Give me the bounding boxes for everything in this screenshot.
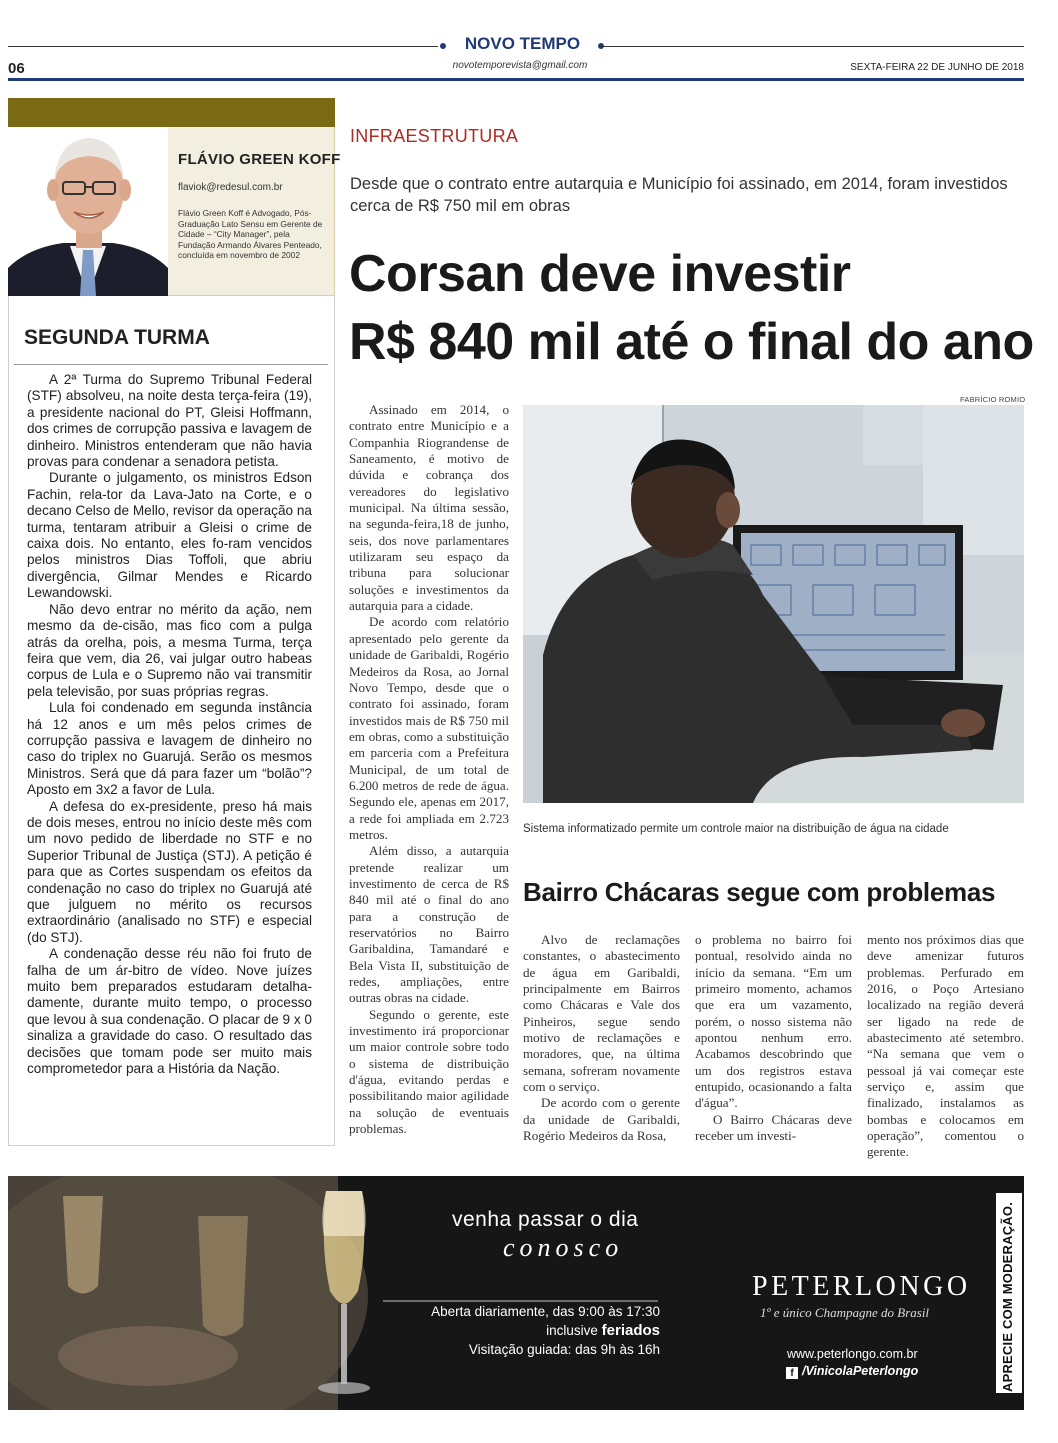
ad-hours-line-3: Visitação guiada: das 9h às 16h [468, 1342, 660, 1357]
ad-brand-logo: PETERLONGO [752, 1271, 971, 1302]
columnist-photo [8, 98, 168, 296]
header-rule-right [600, 46, 1024, 47]
columnist-bio: Flávio Green Koff é Advogado, Pós-Graduação Lato Sensu em Gerente de Cidade – “City Manager”, pela Fundação Armando Álvares Penteado, concluída em novembro de 2002 [178, 208, 323, 261]
article-paragraph: Segundo o gerente, este investimento irá proporcionar um maior controle sobre todo o sistema de distribuição d'água, evitando perdas e possibilitando maior agilidade na solução de eventuais problemas. [349, 1006, 509, 1137]
masthead: NOVO TEMPO [464, 34, 581, 53]
ad-hours-prefix: inclusive [546, 1323, 598, 1338]
article-photo [523, 405, 1024, 803]
header-double-rule [8, 78, 1024, 81]
sub-article-column-1 [523, 932, 680, 1144]
column-paragraph: Durante o julgamento, os ministros Edson Fachin, rela-tor da Lava-Jato na Corte, e o decano Celso de Mello, revisor da operação na turma, tentaram atribuir a Gleisi o crime de caixa dois. No entanto, eles fo-ram vencidos pelos ministros Dias Toffoli, que abriu divergência, Gilmar Mendes e Ricardo Lewandowski. [27, 470, 312, 601]
header-rule-left [8, 46, 438, 47]
ad-slogan-line-1: venha passar o dia [452, 1208, 639, 1231]
columnist-name: FLÁVIO GREEN KOFF [178, 151, 341, 168]
ad-facebook-handle: /VinicolaPeterlongo [802, 1364, 919, 1378]
ad-slogan-line-2: conosco [503, 1233, 624, 1262]
ad-hours [380, 1302, 660, 1359]
sub-article-column-2 [695, 932, 852, 1144]
column-paragraph: A defesa do ex-presidente, preso há mais de dois meses, entrou no início deste mês com um novo pedido de liberdade no STF e no Superior Tribunal de Justiça (STJ). A petição é para que as Cortes suspendam os efeitos da condenação no caso do triplex no Guarujá até que julguem no mérito os recursos extraordinário (analisado no STF) e especial (do STJ). [27, 798, 312, 945]
sub-article-title: Bairro Chácaras segue com problemas [523, 877, 996, 907]
photo-credit: FABRÍCIO ROMIO [960, 395, 1026, 404]
columnist-email[interactable]: flaviok@redesul.com.br [178, 182, 283, 193]
sub-article-paragraph: o problema no bairro foi pontual, resolvido ainda no início da semana. “Em um primeiro momento, achamos que era um vazamento, porém, o nosso sistema não apontou nenhum erro. Acabamos descobrindo que um dos registros estava entupido, ocasionando a falta d'água”. [695, 932, 852, 1111]
issue-date: SEXTA-FEIRA 22 DE JUNHO DE 2018 [850, 62, 1024, 73]
ad-warning-text: APRECIE COM MODERAÇÃO. [1000, 1201, 1015, 1392]
column-title-rule [14, 364, 328, 365]
column-paragraph: A condenação desse réu não foi fruto de falha de um ár-bitro de vídeo. Nove juízes muito bem preparados estudaram detalha-damente, durante muito tempo, o processo que levou à sua condenação. O placar de 9 x 0 sinaliza a gravidade do caso. O resultado das decisões que tomam pode ser muito mais comprometedor para a História da Nação. [27, 946, 312, 1077]
sub-article-paragraph: De acordo com o gerente da unidade de Garibaldi, Rogério Medeiros da Rosa, [523, 1095, 680, 1144]
column-paragraph: Não devo entrar no mérito da ação, nem mesmo da de-cisão, mas fico com a pulga atrás da orelha, pois, a mesma Turma, terça feira que vem, dia 26, vai julgar outro habeas corpus de Lula e o Supremo não vai transmitir pela televisão, por suas próprias regras. [27, 601, 312, 699]
ad-tagline: 1º e único Champagne do Brasil [760, 1305, 930, 1320]
ad-website-link[interactable]: www.peterlongo.com.br [787, 1347, 918, 1361]
sub-article-paragraph: Alvo de reclamações constantes, o abastecimento de água em Garibaldi, principalmente em Bairros como Chácaras e Vale dos Pinheiros, segue sendo motivo de reclamações e moradores, que, na última semana, sofreram novamente com o serviço. [523, 932, 680, 1095]
sub-article-paragraph: O Bairro Chácaras deve receber um investi- [695, 1111, 852, 1144]
header-dot-left [440, 43, 446, 49]
ad-hours-line-2 [380, 1321, 660, 1340]
photo-caption: Sistema informatizado permite um controle maior na distribuição de água na cidade [523, 823, 949, 835]
sub-article-column-3 [867, 932, 1024, 1161]
column-title: SEGUNDA TURMA [24, 326, 210, 349]
column-paragraph: A 2ª Turma do Supremo Tribunal Federal (STF) absolveu, na noite desta terça-feira (19), a presidente nacional do PT, Gleisi Hoffmann, dos crimes de corrupção passiva e lavagem de dinheiro. Ministros entenderam que não havia provas para condenar a senadora petista. [27, 372, 312, 470]
article-paragraph: Além disso, a autarquia pretende realizar um investimento de cerca de R$ 840 mil até o final do ano para a construção de reservatórios no Bairro Garibaldina, Tamandaré e Bela Vista II, substituição de redes, ampliações, entre outras obras na cidade. [349, 843, 509, 1006]
headline-line-2: R$ 840 mil até o final do ano [349, 313, 1034, 371]
ad-hours-line-1: Aberta diariamente, das 9:00 às 17:30 [431, 1304, 660, 1319]
sub-article-paragraph: mento nos próximos dias que deve amenizar futuros problemas. Perfurado em 2016, o Poço Artesiano localizado na região deverá ser ligado na rede de abastecimento até setembro. “Na semana que vem o pessoal já vai começar este serviço e, assim que finalizado, instalamos as bombas e colocamos em operação”, comentou o gerente. [867, 932, 1024, 1160]
ad-hours-holidays: feriados [601, 1322, 660, 1339]
page-number: 06 [8, 60, 25, 77]
facebook-icon: f [786, 1367, 798, 1379]
article-paragraph: De acordo com relatório apresentado pelo gerente da unidade de Garibaldi, Rogério Medeiros da Rosa, ao Jornal Novo Tempo, desde que o contrato foi assinado, foram investidos mais de R$ 750 mil em obras, como a substituição em parceria com a Prefeitura Municipal, de um total de 6.200 metros de rede de água. Segundo ele, apenas em 2017, a rede foi ampliada em 2.723 metros. [349, 614, 509, 842]
header-email: novotemporevista@gmail.com [452, 60, 588, 71]
column-body [27, 372, 312, 1077]
article-headline [349, 240, 1039, 376]
headline-line-1: Corsan deve investir [349, 245, 851, 303]
ad-facebook-link[interactable] [786, 1364, 918, 1379]
article-subhead: Desde que o contrato entre autarquia e Município foi assinado, em 2014, foram investidos cerca de R$ 750 mil em obras [350, 175, 1008, 215]
column-paragraph: Lula foi condenado em segunda instância há 12 anos e um mês pelos crimes de corrupção passiva e lavagem de dinheiro no caso do triplex no Guarujá. Serão os mesmos Ministros. Será que dá para fazer um “bolão”? Aposto em 3x2 a favor de Lula. [27, 700, 312, 798]
article-body [349, 402, 509, 1137]
section-kicker: INFRAESTRUTURA [350, 126, 519, 146]
article-paragraph: Assinado em 2014, o contrato entre Município e a Companhia Riograndense de Saneamento, é motivo de dúvida e cobrança dos vereadores do legislativo municipal. Na última sessão, na segunda-feira,18 de junho, seis, dos nove parlamentares utilizaram seu espaço da tribuna para solucionar soluções e investimentos da autarquia para a cidade. [349, 402, 509, 614]
